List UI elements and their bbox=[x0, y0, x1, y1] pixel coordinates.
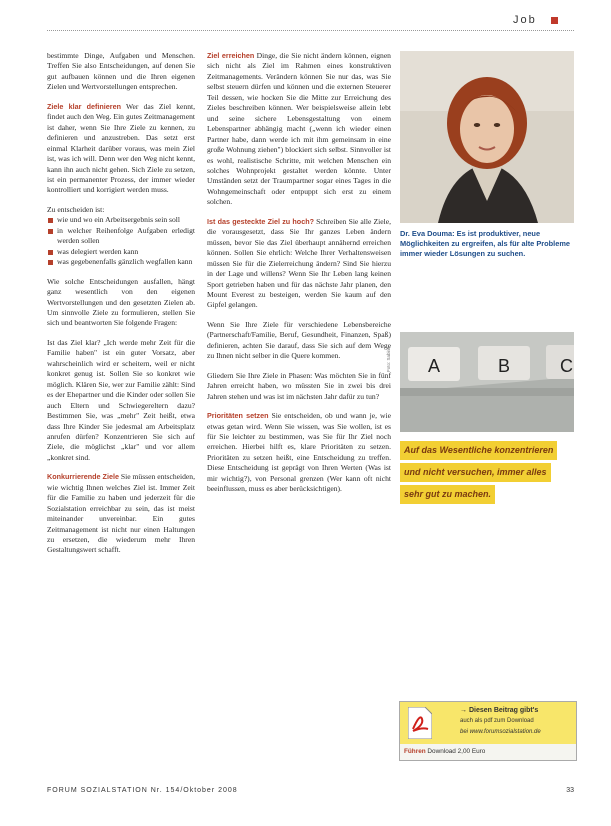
page-number: 33 bbox=[566, 787, 574, 794]
decision-list bbox=[47, 215, 195, 267]
pdf-icon bbox=[408, 707, 432, 739]
portrait-illustration bbox=[400, 51, 574, 223]
price-lead: Führen bbox=[404, 748, 426, 755]
section-marker bbox=[551, 17, 558, 24]
file-tabs-illustration bbox=[400, 332, 574, 432]
paragraph-text: Sie entscheiden, ob und wann je, wie etwas getan wird. Wenn Sie wissen, was Sie wollen, ist es für Sie leichter zu bestimmen, was Sie für Ihr Ziel noch erreichen. Hierbei hilft es, klare Prioritäten zu setzen. Prioritäten zu setzen heißt, eine Entscheidung zu treffen. Diese Entscheidung ist geprägt von Ihren Werten (Was ist mir wichtig?), von Personal grenzen (Wer kann oft nicht beeinflussen, muss es aber berücksichtigen). bbox=[207, 411, 392, 494]
pull-quote-line: sehr gut zu machen. bbox=[400, 485, 495, 504]
list-item: was gegebenenfalls gänzlich wegfallen kann bbox=[47, 257, 195, 267]
text-column-1 bbox=[47, 51, 195, 565]
download-box bbox=[399, 701, 577, 761]
paragraph bbox=[47, 472, 195, 556]
price-text: Download 2,00 Euro bbox=[425, 748, 486, 755]
paragraph-text: Dinge, die Sie nicht ändern können, eignen sich nicht als Ziel im Rahmen eines konstruktiven Zeitmanagements. Verändern können Sie nur das, was Sie selbst steuern dürfen und können und die externen Steuerer Teil dessen, wie hocken Sie die Mitte zur Erreichung des Zieles beschreiben können. Wer beispielsweise allein lebt und seine sichere Lebensgestaltung von einem Lebenspartner abhängig macht („wenn ich wieder einen Partner habe, dann werde ich mit ihm gemeinsam in eine große Wohnung ziehen") blockiert sich selbst. Sinnvoller ist es wohl, realistische Schritte, mit welchen Menschen ein solches Wohnprojekt gestaltet werden könnte. Unter Umständen setzt der Traumpartner sogar eines Tages in die Wohngemeinschaft oder entpuppt sich erst zu einem solchen. bbox=[207, 51, 391, 207]
paragraph bbox=[47, 102, 195, 196]
file-tabs-photo bbox=[400, 332, 574, 432]
paragraph bbox=[207, 51, 391, 208]
portrait-photo bbox=[400, 51, 574, 223]
list-intro: Zu entscheiden ist: bbox=[47, 204, 105, 214]
download-price bbox=[404, 748, 485, 755]
paragraph-text: Sie müssen entscheiden, wie wichtig Ihnen welches Ziel ist. Immer Zeit für die Familie zu haben und jederzeit für die Sozialstation erreichbar zu sein, das ist meist miteinander unvereinbar. Ein gutes Zeitmanagement ist nicht nur einen Haltungen zu ersetzen, die wiederum mehr Ihren Gestaltungswert schafft. bbox=[47, 472, 195, 555]
tab-letter-a: A bbox=[428, 356, 441, 376]
paragraph bbox=[207, 411, 391, 495]
subheading: Prioritäten setzen bbox=[207, 411, 269, 421]
download-link[interactable]: bei www.forumsozialstation.de bbox=[460, 729, 541, 735]
page-header bbox=[0, 0, 611, 34]
header-rule bbox=[47, 30, 574, 32]
download-subtitle: auch als pdf zum Download bbox=[460, 718, 534, 724]
pull-quote bbox=[400, 441, 574, 515]
paragraph: Gliedern Sie Ihre Ziele in Phasen: Was möchten Sie in fünf Jahren erreicht haben, wo müssten Sie in zwei bis drei Jahren stehen und was ist im nächsten Jahr dafür zu tun? bbox=[207, 370, 391, 401]
photo-credit: Foto: Sabine bbox=[386, 346, 391, 372]
paragraph: Wie solche Entscheidungen ausfallen, hängt ganz wesentlich von den eigenen Wertvorstellungen und den gesetzten Zielen ab. Um sinnvolle Ziele zu formulieren, stellen Sie sich und beantworten Sie folgende Fragen: bbox=[47, 276, 195, 328]
subheading: Ist das gesteckte Ziel zu hoch? bbox=[207, 216, 314, 226]
subheading: Ziele klar definieren bbox=[47, 101, 121, 111]
paragraph-text: Wer das Ziel kennt, findet auch den Weg. Ein gutes Zeitmanagement ist daher, wenn Sie Ihre Ziele zu kennen, zu definieren und anzustreben. Das setzt erst einmal Klarheit darüber voraus, was mein Ziel ist, was ich will. Denn wer den Weg nicht kennt, kann ihn auch nicht gehen. Sich Ziele zu setzen, ist ein permanenter Prozess, der immer wieder kontrolliert und korrigiert werden muss. bbox=[47, 101, 195, 195]
tab-letter-b: B bbox=[498, 356, 511, 376]
list-item: in welcher Reihenfolge Aufgaben erledigt werden sollen bbox=[47, 226, 195, 247]
list-item: was delegiert werden kann bbox=[47, 247, 195, 257]
publication-info: FORUM SOZIALSTATION Nr. 154/Oktober 2008 bbox=[47, 787, 238, 794]
paragraph: bestimmte Dinge, Aufgaben und Menschen. Treffen Sie also Entscheidungen, auf denen Sie gut aufbauen können und die Ihren eigenen Zielen und Wertvorstellungen entsprechen. bbox=[47, 51, 195, 92]
pull-quote-line: Auf das Wesentliche konzentrieren bbox=[400, 441, 557, 460]
subheading: Ziel erreichen bbox=[207, 51, 255, 60]
photo-caption: Dr. Eva Douma: Es ist produktiver, neue Möglichkeiten zu ergreifen, als für alte Probleme immer wieder Lösungen zu suchen. bbox=[400, 229, 571, 258]
tab-letter-c: C bbox=[560, 356, 573, 376]
download-title: → Diesen Beitrag gibt's bbox=[460, 707, 539, 714]
text-column-2 bbox=[207, 51, 391, 504]
paragraph: Ist das Ziel klar? „Ich werde mehr Zeit für die Familie haben" ist ein guter Vorsatz, aber wahrscheinlich wird er scheitern, weil er nicht konkret genug ist. Sollen Sie so konkret wie möglich. Klären Sie, wer zur Familie zählt: Sind es der Ehepartner und die Kinder oder sollen Sie auch Eltern und Schwiegereltern dazu? Bestimmen Sie, was „mehr" Zeit heißt, etwa dass Ihre Kinder Sie jedesmal am Arbeitsplatz anrufen dürfen? Konzentrieren Sie sich auf Ziele, die möglichst „klar" und vor allem „konkret sind. bbox=[47, 337, 195, 462]
paragraph: Wenn Sie Ihre Ziele für verschiedene Lebensbereiche (Partnerschaft/Familie, Beruf, Gesundheit, Finanzen, Spaß) definieren, achten Sie darauf, dass Sie sich auf dem Wege zu Ihnen nicht selber in die Quere kommen. bbox=[207, 319, 391, 361]
list-item: wie und wo ein Arbeitsergebnis sein soll bbox=[47, 215, 195, 225]
pull-quote-line: und nicht versuchen, immer alles bbox=[400, 463, 551, 482]
paragraph bbox=[207, 217, 391, 311]
section-label: Job bbox=[513, 14, 537, 26]
paragraph-text: Schreiben Sie alle Ziele, die vorausgesetzt, dass Sie Ihr ganzes Leben ändern müssen, bevor Sie das Ziel überhaupt annähernd erreichen können. Sollen Sie ehrlich: Welche Ihrer Verhaltensweisen müssen Sie für die Zielerreichung ändern? Sind Sie hierzu in der Lage und willens? Wenn Sie Ihr Leben lang keinen Sport getrieben haben und für das nächste Jahr planen, den Mount Everest zu besteigen, werden Sie kaum auf den Gipfel gelangen. bbox=[207, 216, 392, 310]
subheading: Konkurrierende Ziele bbox=[47, 472, 119, 482]
